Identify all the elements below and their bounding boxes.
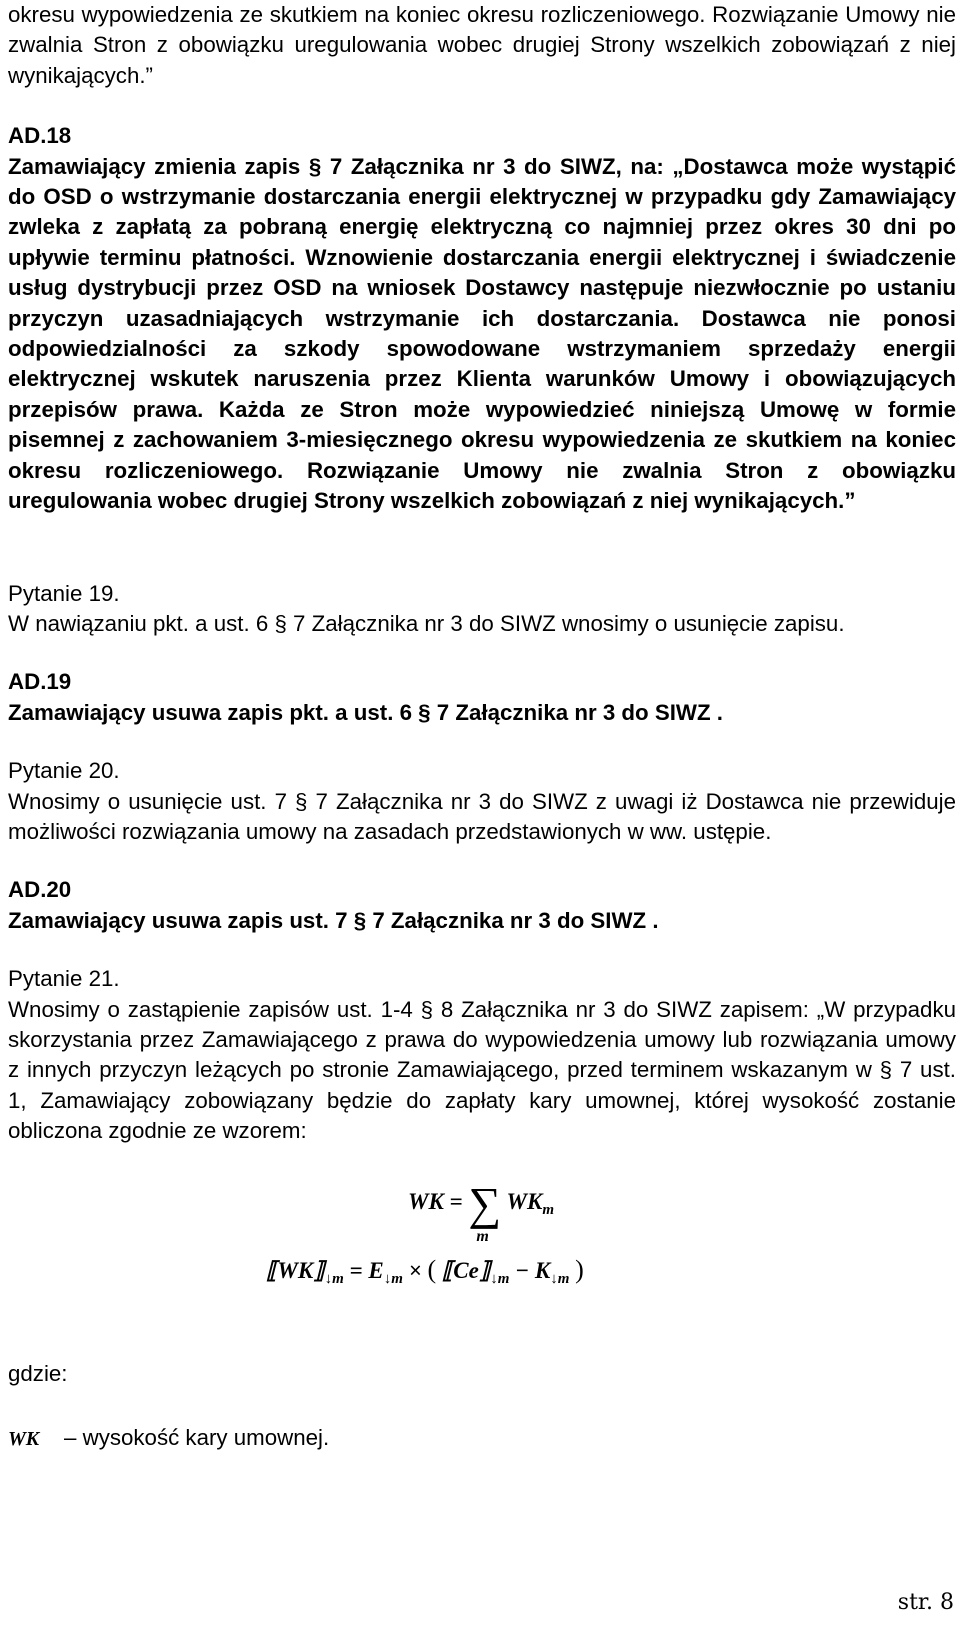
document-page: [8, 0, 956, 1454]
formula-e-index: ↓m: [383, 1270, 403, 1287]
ad19-heading: AD.19: [8, 669, 72, 695]
wk-definition: [8, 1423, 956, 1454]
penalty-formula: [8, 1169, 956, 1359]
ad19-body: Zamawiający usuwa zapis pkt. a ust. 6 § 7 Załącznika nr 3 do SIWZ .: [8, 699, 723, 725]
q20-text: Wnosimy o usunięcie ust. 7 § 7 Załącznika nr 3 do SIWZ z uwagi iż Dostawca nie przewiduje możliwości rozwiązania umowy na zasadach przedstawionych w ww. ustępie.: [8, 788, 956, 844]
formula-paren-close: ): [575, 1254, 584, 1284]
formula-e: E: [368, 1257, 384, 1283]
q20-title: Pytanie 20.: [8, 758, 120, 784]
formula-wk-index: ↓m: [324, 1270, 344, 1287]
formula-equals: =: [349, 1257, 363, 1283]
sum-symbol: ∑ m: [468, 1177, 502, 1245]
wk-symbol: WK: [8, 1428, 40, 1450]
ad20-body: Zamawiający usuwa zapis ust. 7 § 7 Załącznika nr 3 do SIWZ .: [8, 907, 659, 933]
formula-rhs: WK: [506, 1188, 543, 1214]
formula-paren-open: (: [427, 1254, 437, 1284]
sum-index: m: [476, 1227, 489, 1245]
ad18-body: Zamawiający zmienia zapis § 7 Załącznika nr 3 do SIWZ, na: „Dostawca może wystąpić do OSD o wstrzymanie dostarczania energii elektrycznej w przypadku gdy Zamawiający zwleka z zapłatą za pobraną energię elektryczną co najmniej przez okres 30 dni po upływie terminu płatności. Wznowienie dostarczania energii elektrycznej i świadczenie usług dystrybucji przez OSD na wniosek Dostawcy następuje niezwłocznie po ustaniu przyczyn uzasadniających wstrzymanie ich dostarczania. Dostawca nie ponosi odpowiedzialności za szkody spowodowane wstrzymaniem sprzedaży energii elektrycznej wskutek naruszenia przez Klienta warunków Umowy i obowiązujących przepisów prawa. Każda ze Stron może wypowiedzieć niniejszą Umowę w formie pisemnej z zachowaniem 3-miesięcznego okresu wypowiedzenia ze skutkiem na koniec okresu rozliczeniowego. Rozwiązanie Umowy nie zwalnia Stron z obowiązku uregulowania wobec drugiej Strony wszelkich zobowiązań z niej wynikających.”: [8, 153, 956, 514]
wk-definition-text: – wysokość kary umownej.: [64, 1425, 330, 1450]
formula-line-1: [408, 1177, 555, 1245]
paragraph-continued: okresu wypowiedzenia ze skutkiem na koniec okresu rozliczeniowego. Rozwiązanie Umowy nie zwalnia Stron z obowiązku uregulowania wobec drugiej Strony wszelkich zobowiązań z niej wynikających.”: [8, 2, 956, 88]
formula-wk: ⟦WK⟧: [266, 1257, 325, 1283]
formula-ce: ⟦Ce⟧: [441, 1257, 491, 1283]
q21-title: Pytanie 21.: [8, 966, 120, 992]
formula-k: K: [534, 1257, 551, 1283]
formula-rhs-index: m: [542, 1201, 555, 1218]
gdzie-label: gdzie:: [8, 1360, 68, 1386]
q21-text: Wnosimy o zastąpienie zapisów ust. 1-4 § 8 Załącznika nr 3 do SIWZ zapisem: „W przypadku skorzystania przez Zamawiającego z prawa do wypowiedzenia umowy lub rozwiązania umowy z innych przyczyn leżących po stronie Zamawiającego, przed terminem wskazanym w § 7 ust. 1, Zamawiający zobowiązany będzie do zapłaty kary umownej, której wysokość zostanie obliczona zgodnie ze wzorem:: [8, 996, 956, 1144]
ad20-heading: AD.20: [8, 877, 72, 903]
formula-lhs: WK =: [408, 1188, 463, 1214]
page-number: str. 8: [897, 1590, 954, 1615]
formula-times: ×: [408, 1257, 422, 1283]
q19-title: Pytanie 19.: [8, 580, 120, 606]
ad18-heading: AD.18: [8, 123, 72, 149]
formula-ce-index: ↓m: [490, 1270, 510, 1287]
formula-k-index: ↓m: [550, 1270, 570, 1287]
q19-text: W nawiązaniu pkt. a ust. 6 § 7 Załącznika nr 3 do SIWZ wnosimy o usunięcie zapisu.: [8, 610, 845, 636]
formula-line-2: [266, 1255, 584, 1288]
formula-minus: −: [515, 1257, 530, 1283]
